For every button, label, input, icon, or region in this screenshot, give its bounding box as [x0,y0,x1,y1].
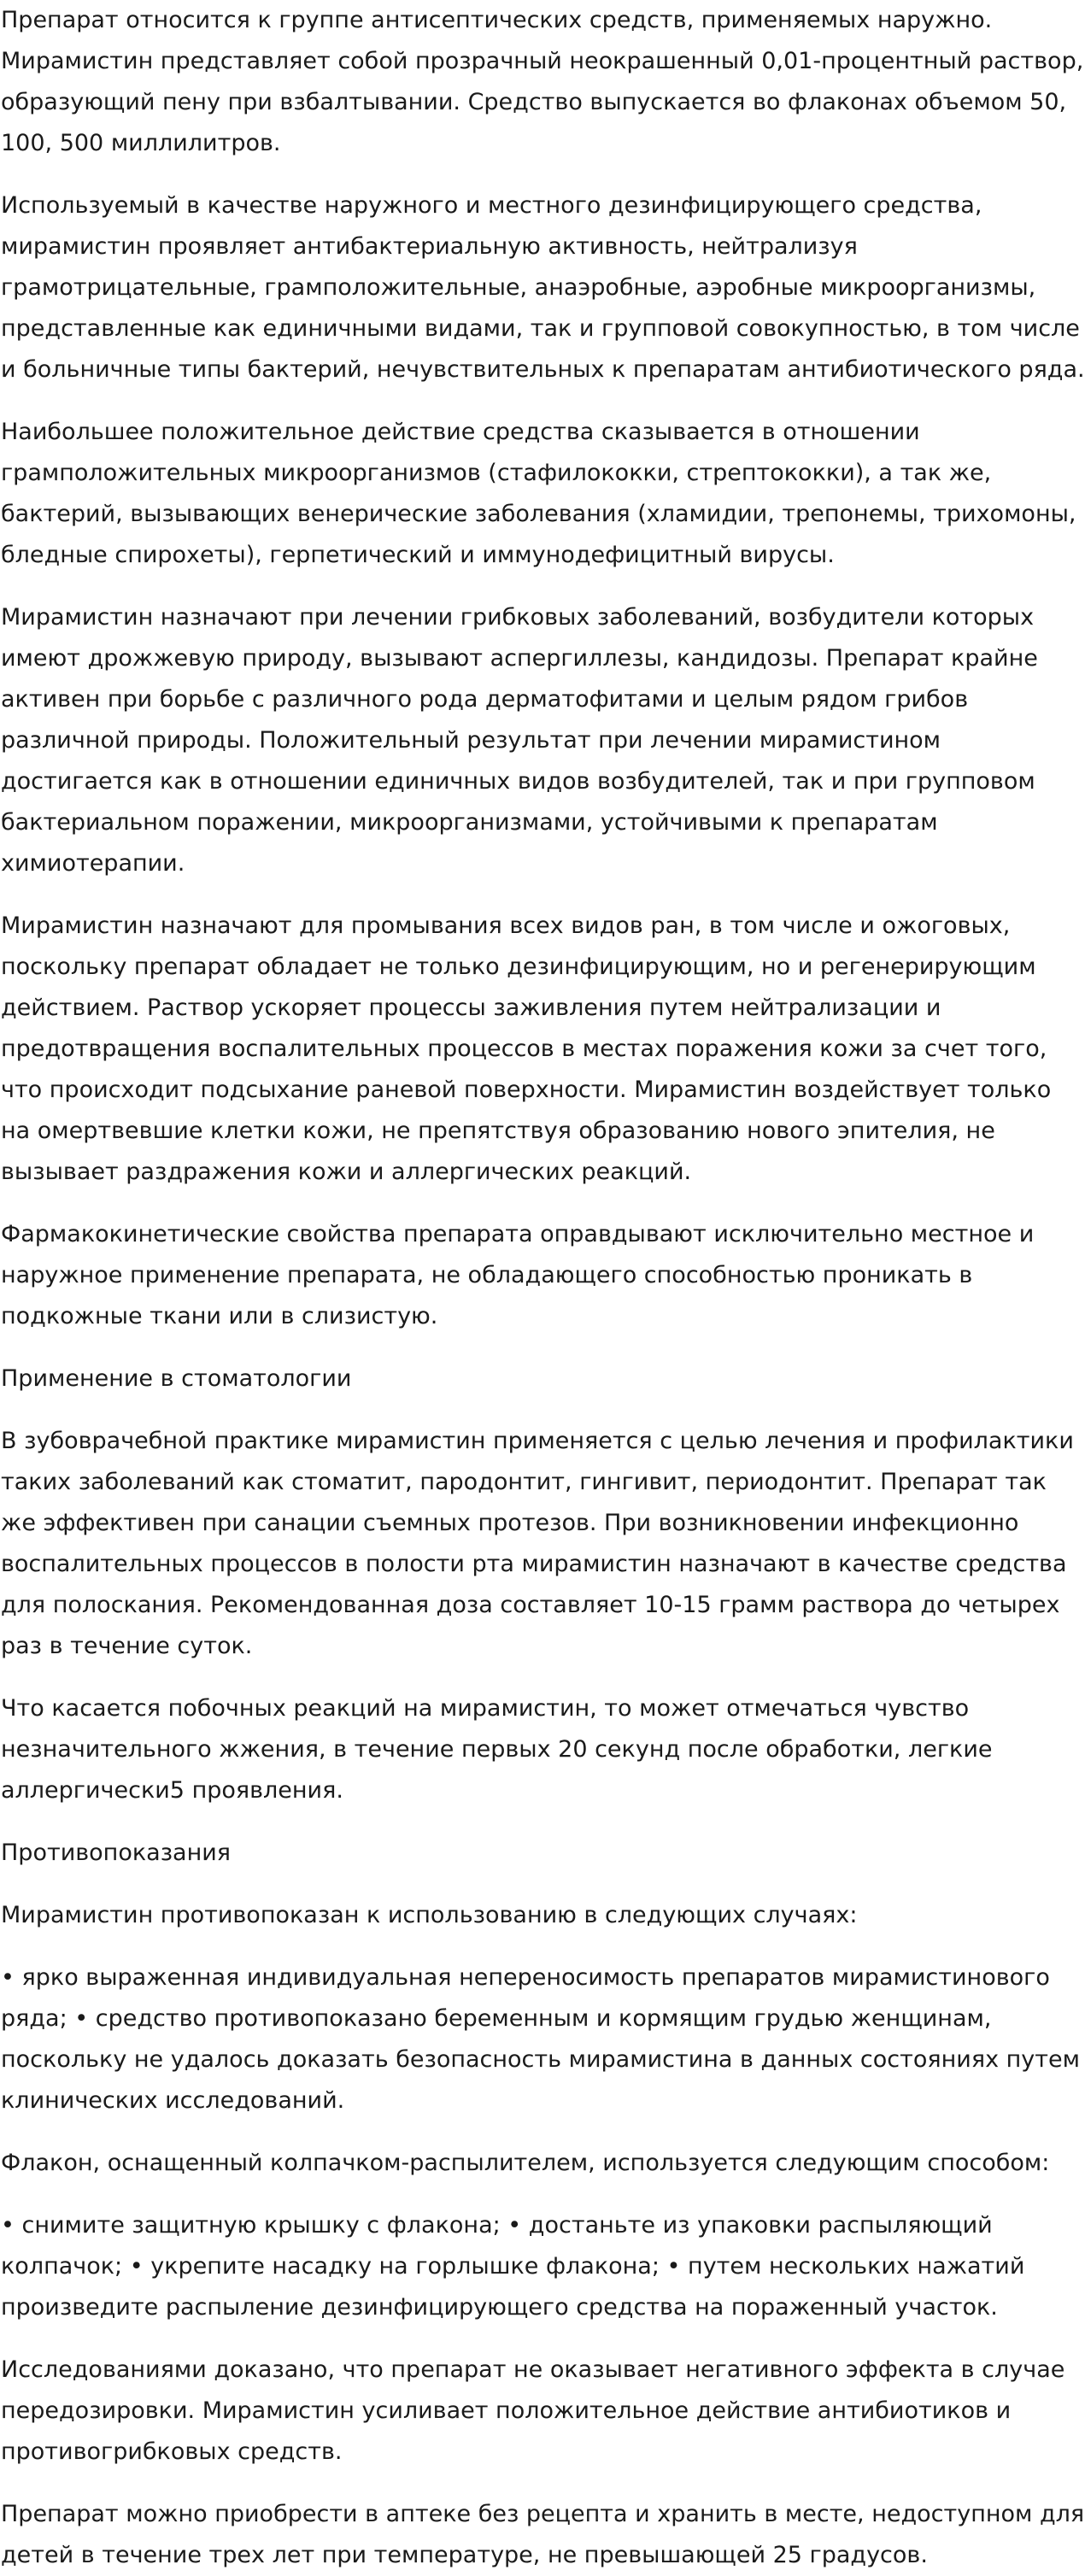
paragraph-fungal: Мирамистин назначают при лечении грибковых заболеваний, возбудители которых имеют дрожжевую природу, вызывают аспергиллезы, кандидозы. Препарат крайне активен при борьбе с различного рода дерматофитами и целым рядом грибов различной природы. Положительный результат при лечении мирамистином достигается как в отношении единичных видов возбудителей, так и при групповом бактериальном поражении, микроорганизмами, устойчивыми к препаратам химиотерапии. [1,604,1038,877]
paragraph-wounds: Мирамистин назначают для промывания всех видов ран, в том числе и ожоговых, поскольку препарат обладает не только дезинфицирующим, но и регенерирующим действием. Раствор ускоряет процессы заживления путем нейтрализации и предотвращения воспалительных процессов в местах поражения кожи за счет того, что происходит подсыхание раневой поверхности. Мирамистин воздействует только на омертвевшие клетки кожи, не препятствуя образованию нового эпителия, не вызывает раздражения кожи и аллергических реакций. [1,912,1052,1185]
paragraph-dentistry: В зубоврачебной практике мирамистин применяется с целью лечения и профилактики таких заболеваний как стоматит, пародонтит, гингивит, периодонтит. Препарат так же эффективен при санации съемных протезов. При возникновении инфекционно воспалительных процессов в полости рта мирамистин назначают в качестве средства для полоскания. Рекомендованная доза составляет 10-15 грамм раствора до четырех раз в течение суток. [1,1428,1074,1659]
section-heading-contraindications: Противопоказания [1,1840,232,1866]
section-heading-dentistry: Применение в стоматологии [1,1365,352,1392]
paragraph-contraindications-list: • ярко выраженная индивидуальная непереносимость препаратов мирамистинового ряда; • средство противопоказано беременным и кормящим грудью женщинам, поскольку не удалось доказать безопасность мирамистина в данных состояниях путем клинических исследований. [1,1964,1080,2114]
paragraph-usage-intro: Флакон, оснащенный колпачком-распылителем, используется следующим способом: [1,2150,1050,2176]
paragraph-usage-steps: • снимите защитную крышку с флакона; • достаньте из упаковки распыляющий колпачок; • укрепите насадку на горлышке флакона; • путем нескольких нажатий произведите распыление дезинфицирующего средства на пораженный участок. [1,2212,1025,2321]
paragraph-intro: Препарат относится к группе антисептических средств, применяемых наружно. Мирамистин представляет собой прозрачный неокрашенный 0,01-процентный раствор, образующий пену при взбалтывании. Средство выпускается во флаконах объемом 50, 100, 500 миллилитров. [1,7,1084,156]
paragraph-side-effects: Что касается побочных реакций на мирамистин, то может отмечаться чувство незначительного жжения, в течение первых 20 секунд после обработки, легкие аллергически5 проявления. [1,1695,993,1804]
paragraph-contraindications-intro: Мирамистин противопоказан к использованию в следующих случаях: [1,1902,858,1928]
paragraph-storage: Препарат можно приобрести в аптеке без рецепта и хранить в месте, недоступном для детей в течение трех лет при температуре, не превышающей 25 градусов. [1,2501,1085,2568]
paragraph-antibacterial: Используемый в качестве наружного и местного дезинфицирующего средства, мирамистин проявляет антибактериальную активность, нейтрализуя грамотрицательные, грамположительные, анаэробные, аэробные микроорганизмы, представленные как единичными видами, так и групповой совокупностью, в том числе и больничные типы бактерий, нечувствительных к препаратам антибиотического ряда. [1,192,1085,383]
paragraph-overdose: Исследованиями доказано, что препарат не оказывает негативного эффекта в случае передозировки. Мирамистин усиливает положительное действие антибиотиков и противогрибковых средств. [1,2356,1065,2465]
paragraph-pharmacokinetics: Фармакокинетические свойства препарата оправдывают исключительно местное и наружное применение препарата, не обладающего способностью проникать в подкожные ткани или в слизистую. [1,1221,1035,1329]
paragraph-effect: Наибольшее положительное действие средства сказывается в отношении грамположительных микроорганизмов (стафилококки, стрептококки), а так же, бактерий, вызывающих венерические заболевания (хламидии, трепонемы, трихомоны, бледные спирохеты), герпетический и иммунодефицитный вирусы. [1,419,1076,568]
